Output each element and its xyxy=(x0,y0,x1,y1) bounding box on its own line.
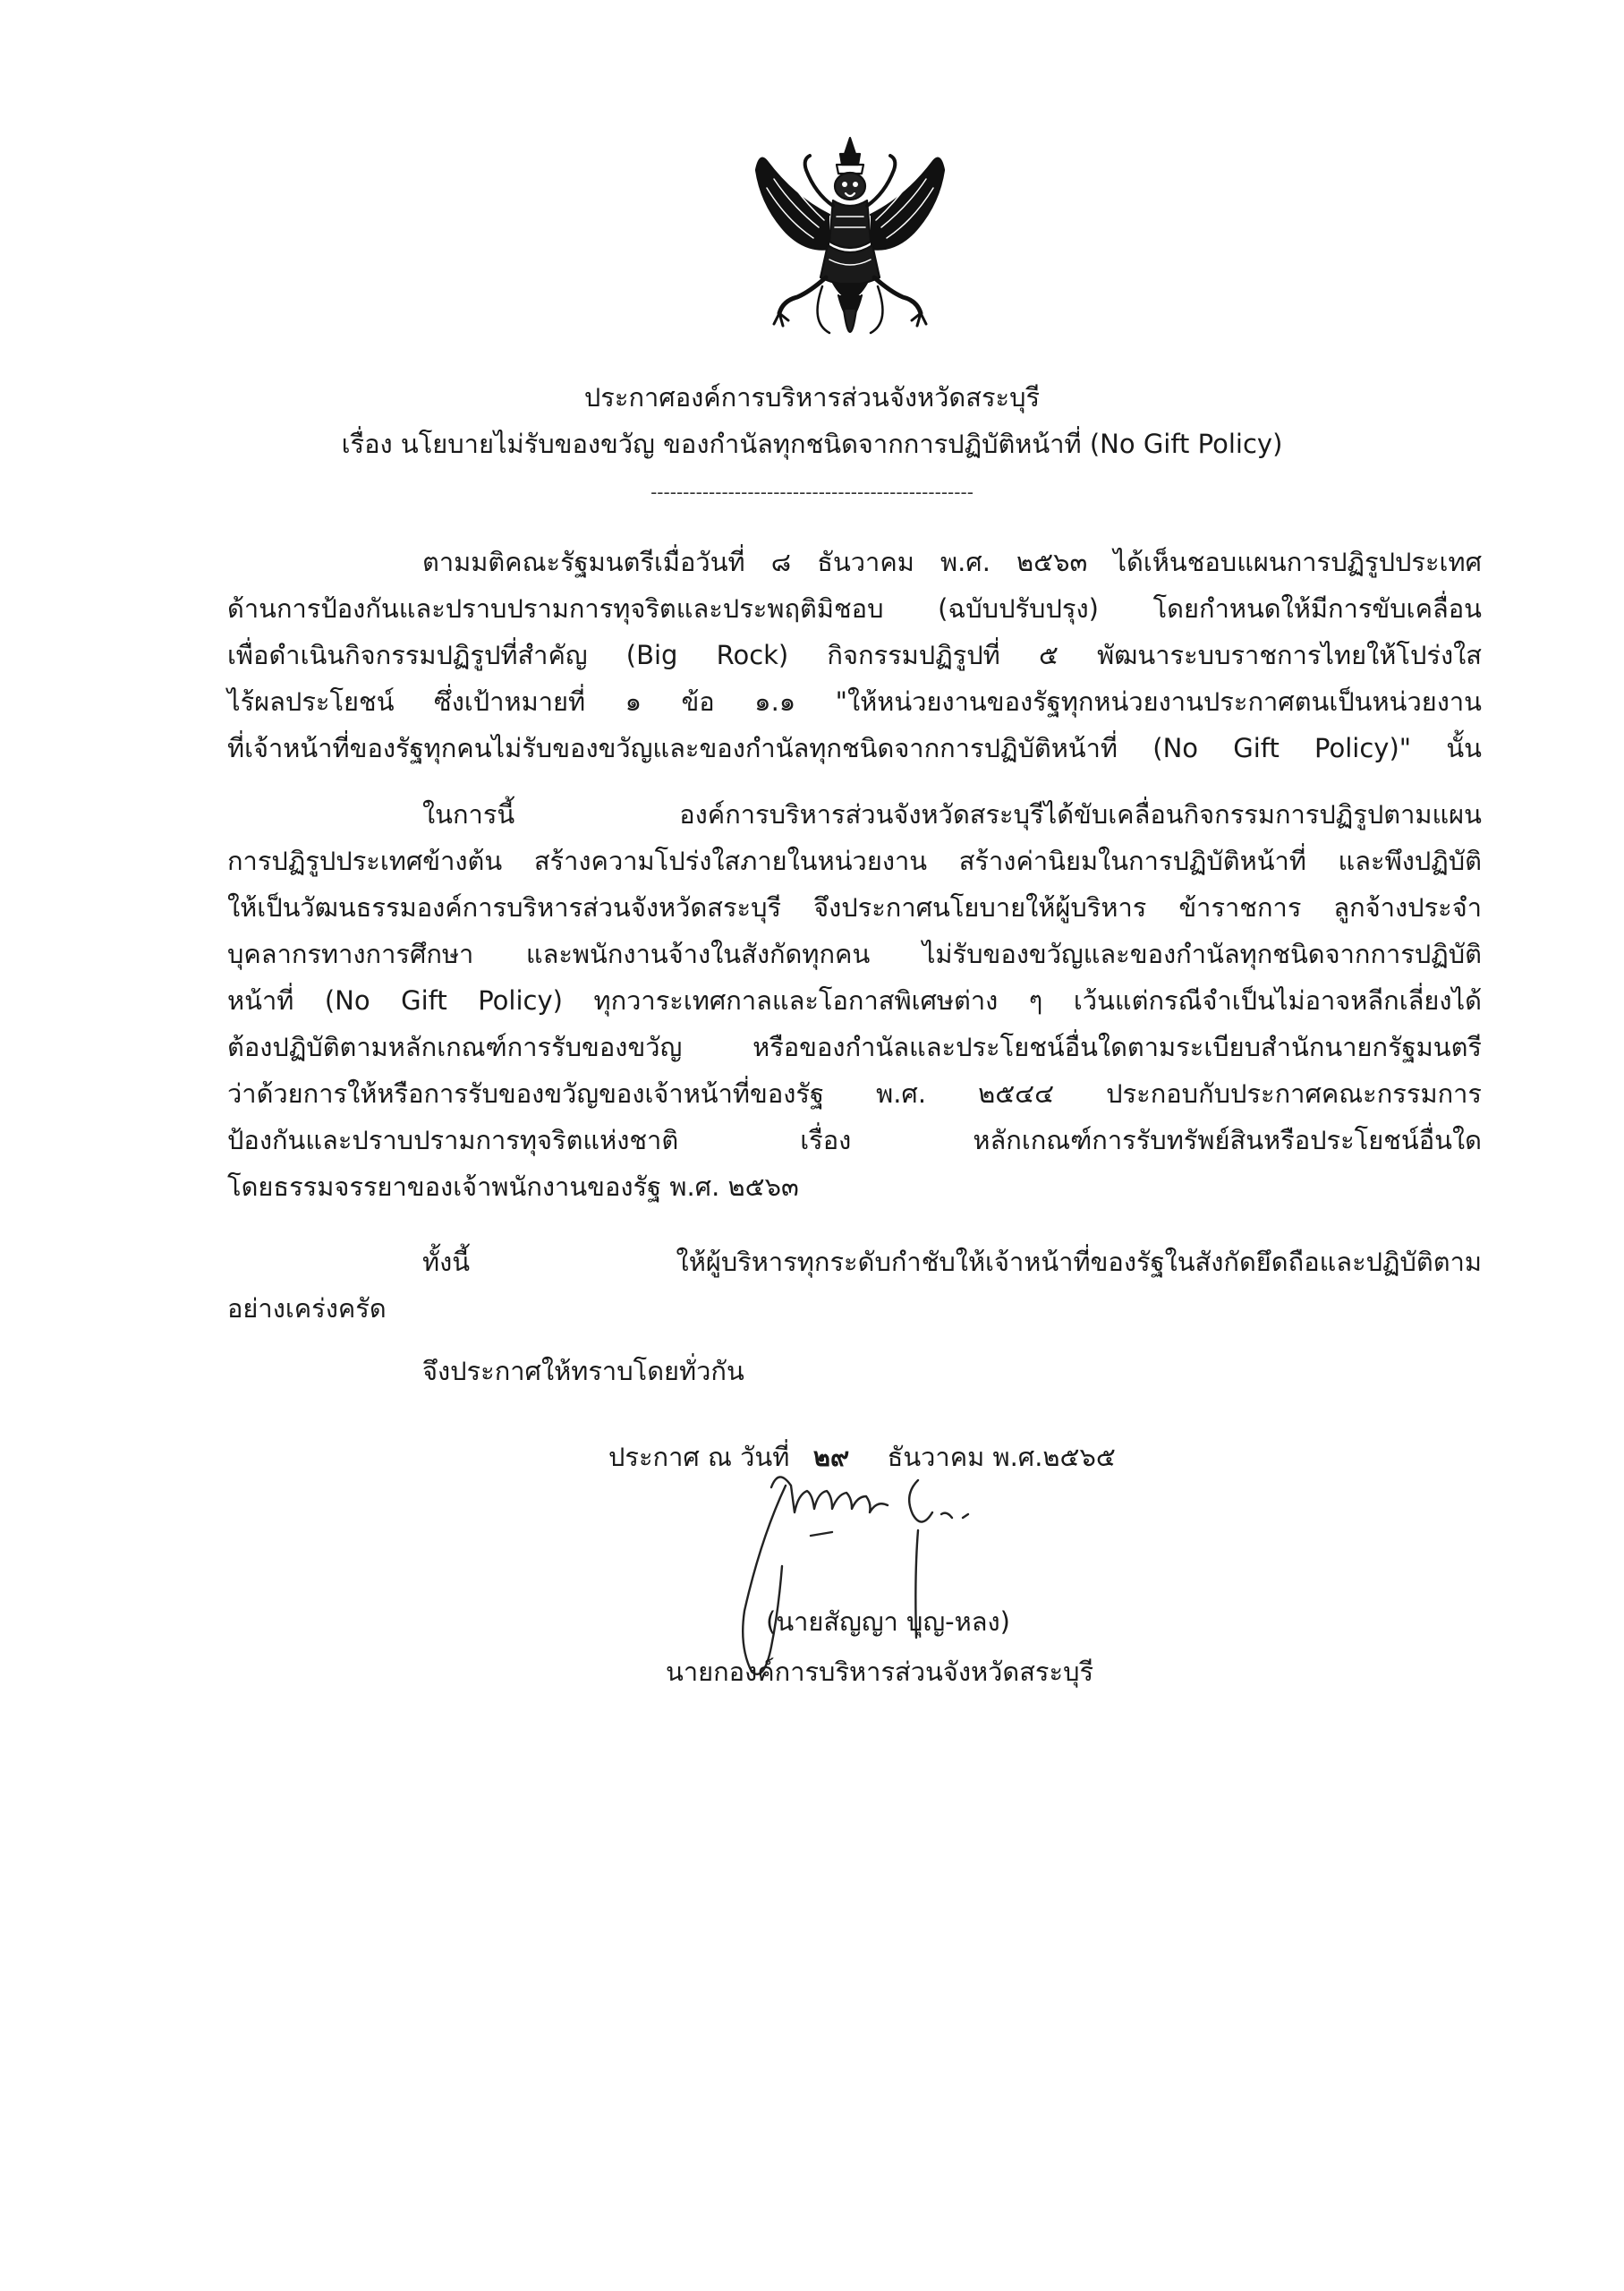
garuda-emblem-icon xyxy=(747,134,953,356)
paragraph-line: ว่าด้วยการให้หรือการรับของขวัญของเจ้าหน้าที่ของรัฐ พ.ศ. ๒๕๔๔ ประกอบกับประกาศคณะกรรมการ xyxy=(227,1078,1482,1109)
paragraph-line: อย่างเคร่งครัด xyxy=(227,1293,387,1324)
announcement-subject: เรื่อง นโยบายไม่รับของขวัญ ของกำนัลทุกชนิดจากการปฏิบัติหน้าที่ (No Gift Policy) xyxy=(341,429,1283,459)
paragraph-line: ต้องปฏิบัติตามหลักเกณฑ์การรับของขวัญ หรือของกำนัลและประโยชน์อื่นใดตามระเบียบสำนักนายกรัฐมนตรี xyxy=(227,1032,1482,1062)
signer-position: นายกองค์การบริหารส่วนจังหวัดสระบุรี xyxy=(666,1657,1094,1687)
closing-statement: จึงประกาศให้ทราบโดยทั่วกัน xyxy=(422,1356,744,1386)
paragraph-line: เพื่อดำเนินกิจกรรมปฏิรูปที่สำคัญ (Big Rock) กิจกรรมปฏิรูปที่ ๕ พัฒนาระบบราชการไทยให้โปร่งใส xyxy=(227,640,1482,670)
paragraph-line: ตามมติคณะรัฐมนตรีเมื่อวันที่ ๘ ธันวาคม พ.ศ. ๒๕๖๓ ได้เห็นชอบแผนการปฏิรูปประเทศ xyxy=(422,547,1482,577)
date-day: ๒๙ xyxy=(812,1442,850,1472)
paragraph-line: ทั้งนี้ ให้ผู้บริหารทุกระดับกำชับให้เจ้าหน้าที่ของรัฐในสังกัดยึดถือและปฏิบัติตาม xyxy=(422,1247,1482,1277)
title-divider: -------------------------------------------------- xyxy=(650,481,974,503)
paragraph-line: ด้านการป้องกันและปราบปรามการทุจริตและประพฤติมิชอบ (ฉบับปรับปรุง) โดยกำหนดให้มีการขับเคลื่อน xyxy=(227,593,1482,624)
paragraph-line: ให้เป็นวัฒนธรรมองค์การบริหารส่วนจังหวัดสระบุรี จึงประกาศนโยบายให้ผู้บริหาร ข้าราชการ ลูกจ้างประจำ xyxy=(227,892,1482,923)
paragraph-line: การปฏิรูปประเทศข้างต้น สร้างความโปร่งใสภายในหน่วยงาน สร้างค่านิยมในการปฏิบัติหน้าที่ และพึงปฏิบัติ xyxy=(227,846,1482,876)
paragraph-line: ในการนี้ องค์การบริหารส่วนจังหวัดสระบุรีได้ขับเคลื่อนกิจกรรมการปฏิรูปตามแผน xyxy=(422,799,1482,830)
paragraph-line: ที่เจ้าหน้าที่ของรัฐทุกคนไม่รับของขวัญและของกำนัลทุกชนิดจากการปฏิบัติหน้าที่ (No Gift Policy)" นั้น xyxy=(227,733,1482,763)
date-prefix: ประกาศ ณ วันที่ xyxy=(608,1442,790,1472)
paragraph-line: โดยธรรมจรรยาของเจ้าพนักงานของรัฐ พ.ศ. ๒๕๖๓ xyxy=(227,1171,799,1202)
date-month-year: ธันวาคม พ.ศ.๒๕๖๕ xyxy=(887,1442,1116,1472)
paragraph-line: ไร้ผลประโยชน์ ซึ่งเป้าหมายที่ ๑ ข้อ ๑.๑ "ให้หน่วยงานของรัฐทุกหน่วยงานประกาศตนเป็นหน่วยงาน xyxy=(227,686,1482,717)
announcement-title: ประกาศองค์การบริหารส่วนจังหวัดสระบุรี xyxy=(583,382,1041,413)
paragraph-line: ป้องกันและปราบปรามการทุจริตแห่งชาติ เรื่อง หลักเกณฑ์การรับทรัพย์สินหรือประโยชน์อื่นใด xyxy=(227,1125,1482,1155)
signer-name: (นายสัญญา บุญ-หลง) xyxy=(766,1606,1010,1637)
paragraph-line: หน้าที่ (No Gift Policy) ทุกวาระเทศกาลและโอกาสพิเศษต่าง ๆ เว้นแต่กรณีจำเป็นไม่อาจหลีกเลี่ยงได้ xyxy=(227,985,1482,1016)
paragraph-line: บุคลากรทางการศึกษา และพนักงานจ้างในสังกัดทุกคน ไม่รับของขวัญและของกำนัลทุกชนิดจากการปฏิบัติ xyxy=(227,939,1482,969)
